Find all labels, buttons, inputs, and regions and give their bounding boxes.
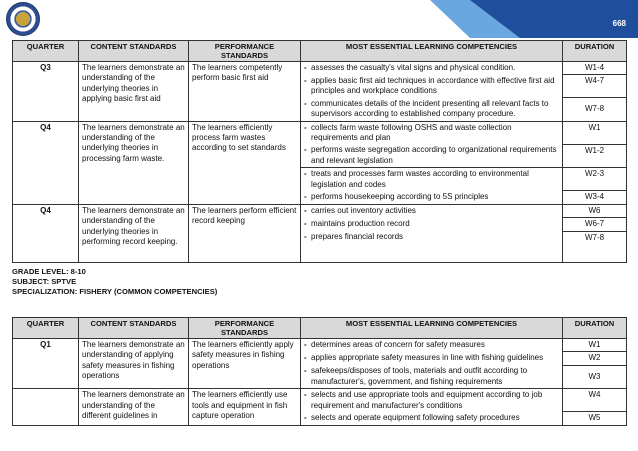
col-duration: DURATION <box>563 41 627 62</box>
duration-cell: W7-8 <box>563 231 627 262</box>
duration-cell: W6-7 <box>563 218 627 231</box>
quarter-cell: Q4 <box>13 121 79 204</box>
competency-table-1 <box>12 40 627 263</box>
duration-cell: W6 <box>563 204 627 217</box>
duration-cell: W4-7 <box>563 75 627 98</box>
competency-cell: - maintains production record <box>301 218 563 231</box>
competency-cell: - applies appropriate safety measures in line with fishing guidelines <box>301 352 563 365</box>
quarter-cell <box>13 389 79 426</box>
content-standard-cell: The learners demonstrate an understanding of the different guidelines in <box>79 389 189 426</box>
duration-cell: W1 <box>563 121 627 144</box>
competency-cell: - prepares financial records <box>301 231 563 262</box>
table-row <box>13 389 627 412</box>
table-header-row <box>13 318 627 339</box>
competency-cell: - carries out inventory activities <box>301 204 563 217</box>
content-standard-cell: The learners demonstrate an understanding of the underlying theories in processing farm waste. <box>79 121 189 204</box>
content-standard-cell: The learners demonstrate an understanding of the underlying theories in applying basic first aid <box>79 62 189 122</box>
performance-standard-cell: The learners efficiently use tools and equipment in fish capture operation <box>189 389 301 426</box>
duration-cell: W4 <box>563 389 627 412</box>
duration-cell: W1-2 <box>563 144 627 167</box>
header-banner <box>0 0 638 38</box>
duration-cell: W3-4 <box>563 191 627 204</box>
competency-table-2 <box>12 317 627 426</box>
quarter-cell: Q1 <box>13 339 79 389</box>
col-content-standards: CONTENT STANDARDS <box>79 41 189 62</box>
table-header-row <box>13 41 627 62</box>
competency-cell: - performs housekeeping according to 5S principles <box>301 191 563 204</box>
competency-cell: - selects and use appropriate tools and equipment according to job requirement and manufacturer's conditions <box>301 389 563 412</box>
subject-meta <box>12 267 217 297</box>
competency-cell: - selects and operate equipment following safety procedures <box>301 412 563 425</box>
specialization-label: SPECIALIZATION: FISHERY (COMMON COMPETENCIES) <box>12 287 218 296</box>
performance-standard-cell: The learners competently perform basic first aid <box>189 62 301 122</box>
competency-cell: - treats and processes farm wastes according to environmental legislation and codes <box>301 168 563 191</box>
col-content-standards: CONTENT STANDARDS <box>79 318 189 339</box>
duration-cell: W1-4 <box>563 62 627 75</box>
quarter-cell: Q4 <box>13 204 79 262</box>
col-quarter: QUARTER <box>13 41 79 62</box>
content-standard-cell: The learners demonstrate an understanding of the underlying theories in performing record keeping. <box>79 204 189 262</box>
competency-cell: - communicates details of the incident presenting all relevant facts to supervisors according to established company procedure. <box>301 98 563 121</box>
table-row <box>13 121 627 144</box>
competency-cell: - collects farm waste following OSHS and waste collection requirements and plan <box>301 121 563 144</box>
deped-seal-icon <box>6 2 40 36</box>
table-row <box>13 339 627 352</box>
performance-standard-cell: The learners perform efficient record keeping <box>189 204 301 262</box>
performance-standard-cell: The learners efficiently process farm wastes according to set standards <box>189 121 301 204</box>
duration-cell: W5 <box>563 412 627 425</box>
quarter-cell: Q3 <box>13 62 79 122</box>
duration-cell: W1 <box>563 339 627 352</box>
page-number: 668 <box>612 19 626 28</box>
grade-level-label: GRADE LEVEL: 8-10 <box>12 267 86 276</box>
col-competencies: MOST ESSENTIAL LEARNING COMPETENCIES <box>301 41 563 62</box>
competency-cell: - determines areas of concern for safety measures <box>301 339 563 352</box>
col-performance-standards: PERFORMANCE STANDARDS <box>189 318 301 339</box>
competency-cell: - performs waste segregation according to organizational requirements and relevant legislation <box>301 144 563 167</box>
competency-cell: - safekeeps/disposes of tools, materials and outfit according to manufacturer's, government, and fishing requirements <box>301 365 563 388</box>
duration-cell: W3 <box>563 365 627 388</box>
duration-cell: W7-8 <box>563 98 627 121</box>
col-performance-standards: PERFORMANCE STANDARDS <box>189 41 301 62</box>
col-duration: DURATION <box>563 318 627 339</box>
performance-standard-cell: The learners efficiently apply safety measures in fishing operations <box>189 339 301 389</box>
col-competencies: MOST ESSENTIAL LEARNING COMPETENCIES <box>301 318 563 339</box>
col-quarter: QUARTER <box>13 318 79 339</box>
duration-cell: W2 <box>563 352 627 365</box>
table-row <box>13 204 627 217</box>
content-standard-cell: The learners demonstrate an understanding of applying safety measures in fishing operations <box>79 339 189 389</box>
competency-cell: - assesses the casualty's vital signs and physical condition. <box>301 62 563 75</box>
table-row <box>13 62 627 75</box>
duration-cell: W2-3 <box>563 168 627 191</box>
competency-cell: - applies basic first aid techniques in accordance with effective first aid principles and workplace conditions <box>301 75 563 98</box>
subject-label: SUBJECT: SPTVE <box>12 277 77 286</box>
